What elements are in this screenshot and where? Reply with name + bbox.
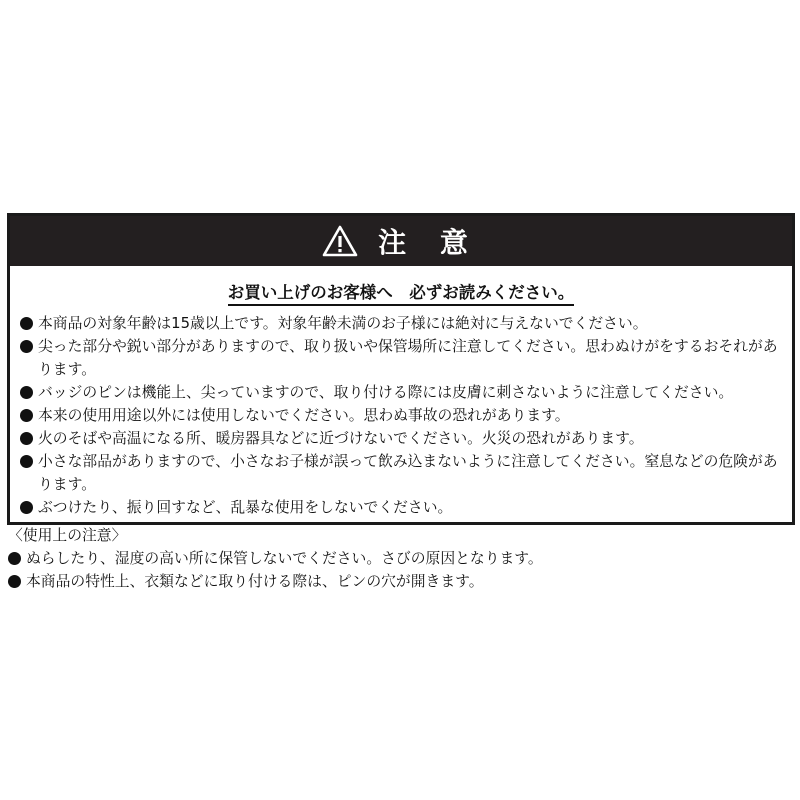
usage-notes-list xyxy=(8,547,792,593)
caution-notice-box xyxy=(7,213,795,525)
filled-circle-bullet-icon xyxy=(20,340,33,353)
usage-notes-section xyxy=(8,525,792,593)
usage-notes-heading: 〈使用上の注意〉 xyxy=(8,527,127,544)
caution-item-text: ぶつけたり、振り回すなど、乱暴な使用をしないでください。 xyxy=(38,499,453,516)
caution-header xyxy=(10,216,792,266)
caution-subtitle-row xyxy=(10,279,792,306)
filled-circle-bullet-icon xyxy=(8,552,21,565)
filled-circle-bullet-icon xyxy=(8,575,21,588)
caution-item-text: バッジのピンは機能上、尖っていますので、取り付ける際には皮膚に刺さないように注意してください。 xyxy=(38,384,734,401)
caution-item-text: 小さな部品がありますので、小さなお子様が誤って飲み込まないように注意してください。窒息などの危険があります。 xyxy=(38,453,778,493)
caution-item xyxy=(20,312,792,335)
usage-note-item xyxy=(8,570,792,593)
caution-item-text: 本来の使用用途以外には使用しないでください。思わぬ事故の恐れがあります。 xyxy=(38,407,570,424)
filled-circle-bullet-icon xyxy=(20,409,33,422)
caution-item-text: 本商品の対象年齢は15歳以上です。対象年齢未満のお子様には絶対に与えないでください。 xyxy=(38,315,648,332)
filled-circle-bullet-icon xyxy=(20,501,33,514)
usage-note-text: ぬらしたり、湿度の高い所に保管しないでください。さびの原因となります。 xyxy=(26,550,543,567)
caution-title: 注 意 xyxy=(378,226,480,259)
caution-item xyxy=(20,427,792,450)
filled-circle-bullet-icon xyxy=(20,432,33,445)
caution-item xyxy=(20,450,792,496)
caution-item xyxy=(20,335,792,381)
usage-note-text: 本商品の特性上、衣類などに取り付ける際は、ピンの穴が開きます。 xyxy=(26,573,484,590)
caution-list xyxy=(10,312,792,519)
caution-item xyxy=(20,404,792,427)
caution-item-text: 火のそばや高温になる所、暖房器具などに近づけないでください。火災の恐れがあります。 xyxy=(38,430,644,447)
filled-circle-bullet-icon xyxy=(20,386,33,399)
caution-subtitle: お買い上げのお客様へ 必ずお読みください。 xyxy=(228,279,575,306)
usage-note-item xyxy=(8,547,792,570)
caution-item xyxy=(20,496,792,519)
caution-item xyxy=(20,381,792,404)
warning-triangle-icon xyxy=(322,225,358,257)
caution-item-text: 尖った部分や鋭い部分がありますので、取り扱いや保管場所に注意してください。思わぬけがをするおそれがあります。 xyxy=(38,338,778,378)
filled-circle-bullet-icon xyxy=(20,455,33,468)
filled-circle-bullet-icon xyxy=(20,317,33,330)
